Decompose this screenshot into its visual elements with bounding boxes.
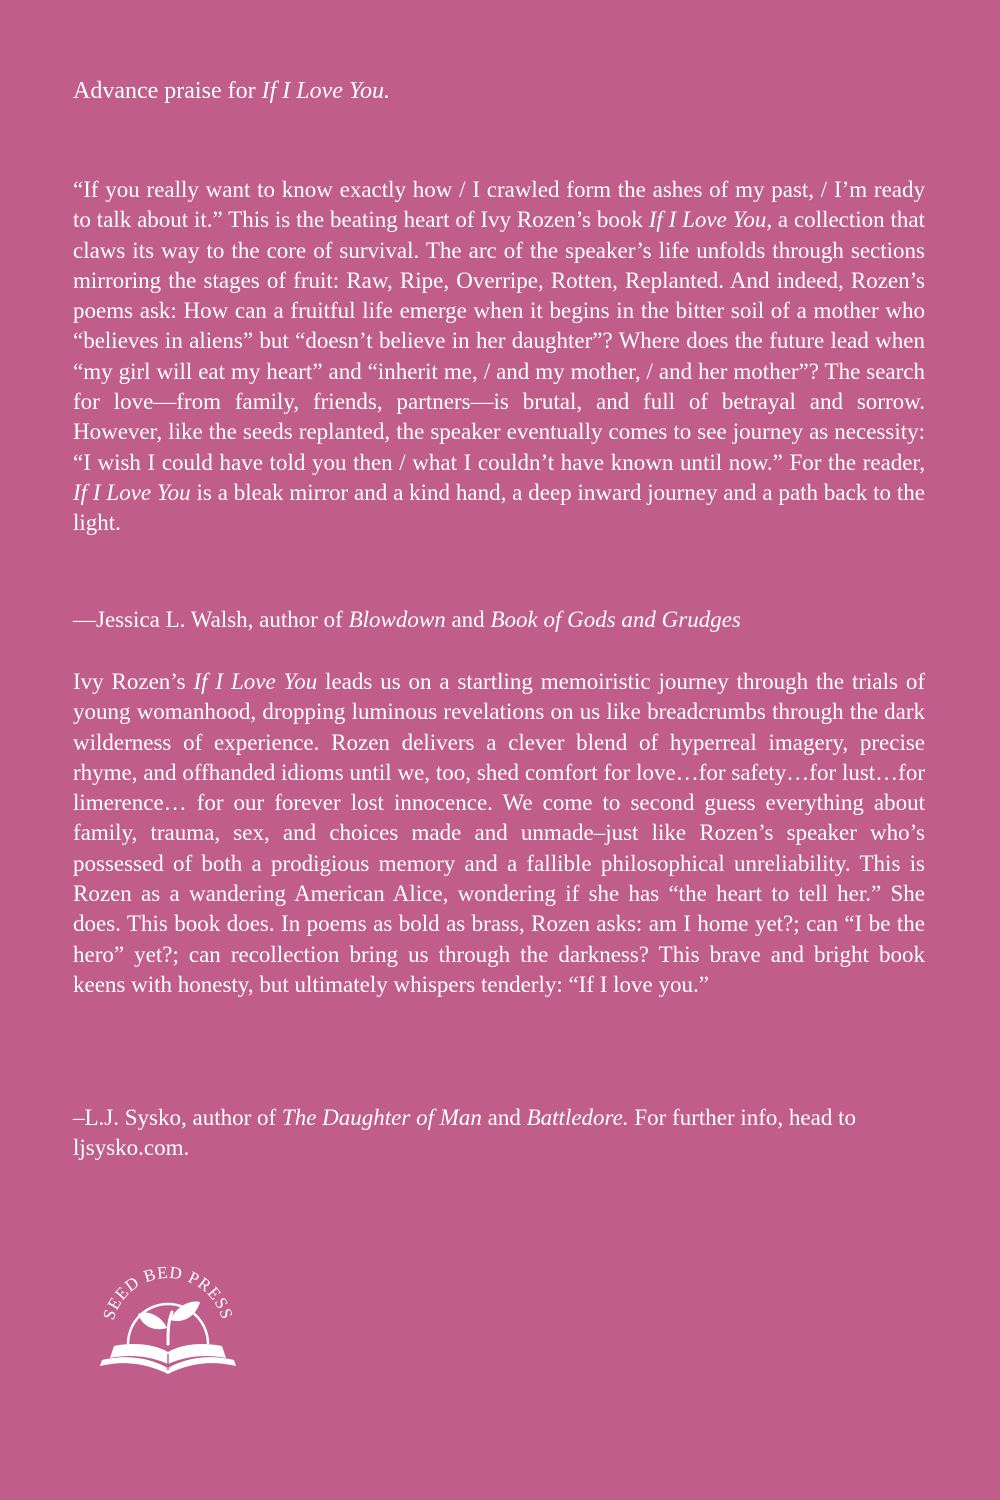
review-sysko-text-2: leads us on a startling memoiristic journey through the trials of young womanhood, dropping luminous revelations on us like breadcrumbs through the dark wilderness of experience. Rozen delivers a clever blend of hyperreal imagery, precise rhyme, and offhanded idioms until we, too, shed comfort for love…for safety…for lust…for limerence… for our forever lost innocence. We come to second guess everything about family, trauma, sex, and choices made and unmade–just like Rozen’s speaker who’s possessed of both a prodigious memory and a fallible philosophical unreliability. This is Rozen as a wandering American Alice, wondering if she has “the heart to tell her.” She does. This book does. In poems as bold as brass, Rozen asks: am I home yet?; can “I be the hero” yet?; can recollection bring us through the darkness? This brave and bright book keens with honesty, but ultimately whispers tenderly: “If I love you.”: [73, 669, 925, 997]
page-heading: [73, 76, 390, 106]
attribution-walsh-joiner: and: [445, 607, 491, 632]
attribution-walsh-book-2: Book of Gods and Grudges: [490, 607, 741, 632]
attribution-walsh-prefix: —Jessica L. Walsh, author of: [73, 607, 349, 632]
review-sysko-text-1: Ivy Rozen’s: [73, 669, 194, 694]
attribution-sysko-book-1: The Daughter of Man: [281, 1105, 482, 1130]
review-walsh: [73, 175, 925, 539]
heading-prefix: Advance praise for: [73, 78, 262, 104]
attribution-sysko-prefix: –L.J. Sysko, author of: [73, 1105, 282, 1130]
review-walsh-title-2: If I Love You: [73, 479, 191, 505]
review-sysko: [73, 667, 925, 1000]
review-walsh-text-1: “If you really want to know exactly how / I crawled form the ashes of my past, / I’m ready to talk about it.” This is the beating heart of Ivy Rozen’s book: [73, 177, 925, 233]
attribution-sysko-suffix: For further info, head to ljsysko.com.: [73, 1105, 856, 1161]
attribution-sysko-joiner: and: [481, 1105, 527, 1130]
review-walsh-text-3: is a bleak mirror and a kind hand, a deep inward journey and a path back to the light.: [73, 479, 925, 536]
heading-book-title: If I Love You.: [261, 78, 391, 104]
review-walsh-title-1: If I Love You: [648, 207, 767, 233]
attribution-sysko-book-2: Battledore.: [526, 1105, 629, 1130]
attribution-walsh-book-1: Blowdown: [348, 607, 446, 632]
review-walsh-text-2: , a collection that claws its way to the core of survival. The arc of the speaker’s life unfolds through sections mirroring the stages of fruit: Raw, Ripe, Overripe, Rotten, Replanted. And indeed, Rozen’s poems ask: How can a fruitful life emerge when it begins in the bitter soil of a mother who “believes in aliens” but “doesn’t believe in her daughter”? Where does the future lead when “my girl will eat my heart” and “inherit me, / and my mother, / and her mother”? The search for love—from family, friends, partners—is brutal, and full of betrayal and sorrow. However, like the seeds replanted, the speaker eventually comes to see journey as necessity: “I wish I could have told you then / what I couldn’t have known until now.” For the reader,: [73, 207, 925, 475]
svg-text:SEED BED PRESS: SEED BED PRESS: [99, 1262, 237, 1323]
review-sysko-title-1: If I Love You: [193, 669, 318, 694]
publisher-logo: [88, 1258, 248, 1383]
seedling-book-icon: [88, 1258, 248, 1383]
attribution-walsh: [73, 605, 925, 635]
attribution-sysko: [73, 1103, 925, 1164]
